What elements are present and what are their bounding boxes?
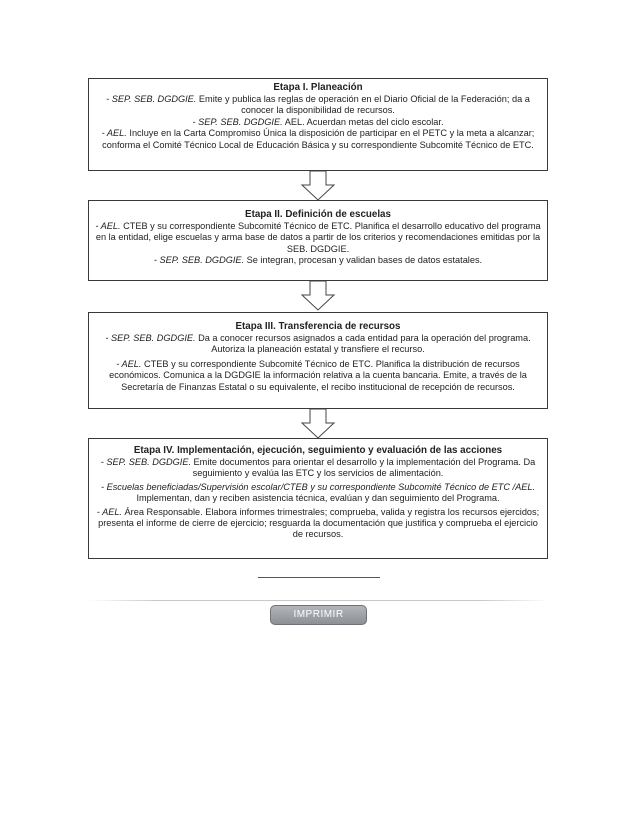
stage-paragraph: - SEP. SEB. DGDGIE. Se integran, procesan y validan bases de datos estatales. [153,255,483,266]
stage-paragraph: - Escuelas beneficiadas/Supervisión escolar/CTEB y su correspondiente Subcomité Técnico de ETC /AEL. Implementan, dan y reciben asistencia técnica, evalúan y dan seguimiento del Programa. [100,481,536,504]
down-arrow-icon [300,409,336,439]
footnote-rule [258,577,380,578]
stage-paragraph: - AEL. Área Responsable. Elabora informes trimestrales; comprueba, valida y registra los recursos ejercidos; presenta el informe de cierre de ejercicio; resguarda la documentación que justifica y comprueba el ejercicio de recursos. [96,506,540,540]
stage-2-box [88,200,548,281]
stage-paragraph: - AEL. CTEB y su correspondiente Subcomité Técnico de ETC. Planifica la distribución de recursos económicos. Comunica a la DGDGIE la información relativa a la cuenta bancaria. Emite, a través de la Secretaría de Finanzas Estatal o su equivalente, el recibo institucional de recepción de recursos. [109,358,527,392]
stage-paragraph: - AEL. Incluye en la Carta Compromiso Única la disposición de participar en el PETC y la meta a alcanzar; conforma el Comité Técnico Local de Educación Básica y su correspondiente Subcomité Técnico de ETC. [101,128,535,150]
stage-paragraph: - SEP. SEB. DGDGIE. Emite y publica las reglas de operación en el Diario Oficial de la Federación; da a conocer la disponibilidad de recursos. [106,94,530,116]
stage-4-box [88,438,548,559]
stage-paragraph: - SEP. SEB. DGDGIE. AEL. Acuerdan metas del ciclo escolar. [192,116,444,127]
stage-title: Etapa I. Planeación [273,82,363,93]
stage-paragraph: - AEL. CTEB y su correspondiente Subcomité Técnico de ETC. Planifica el desarrollo educativo del programa en la entidad, elige escuelas y arma base de datos a partir de los criterios y recomendaciones emitidas por la SEB. DGDGIE. [95,221,541,254]
stage-1-box [88,78,548,171]
down-arrow-icon [300,281,336,311]
section-divider [88,600,550,601]
stage-paragraph: - SEP. SEB. DGDGIE. Emite documentos para orientar el desarrollo y la implementación del Programa. Da seguimiento y evalúa las ETC y los servicios de alimentación. [100,457,536,479]
stage-title: Etapa III. Transferencia de recursos [235,321,401,332]
stage-title: Etapa II. Definición de escuelas [245,209,391,220]
stage-3-box [88,312,548,409]
stage-paragraph: - SEP. SEB. DGDGIE. Da a conocer recursos asignados a cada entidad para la operación del programa. Autoriza la planeación estatal y transfiere el recurso. [105,333,531,355]
print-button[interactable]: IMPRIMIR [270,605,367,625]
down-arrow-icon [300,171,336,201]
stage-title: Etapa IV. Implementación, ejecución, seguimiento y evaluación de las acciones [133,445,503,456]
